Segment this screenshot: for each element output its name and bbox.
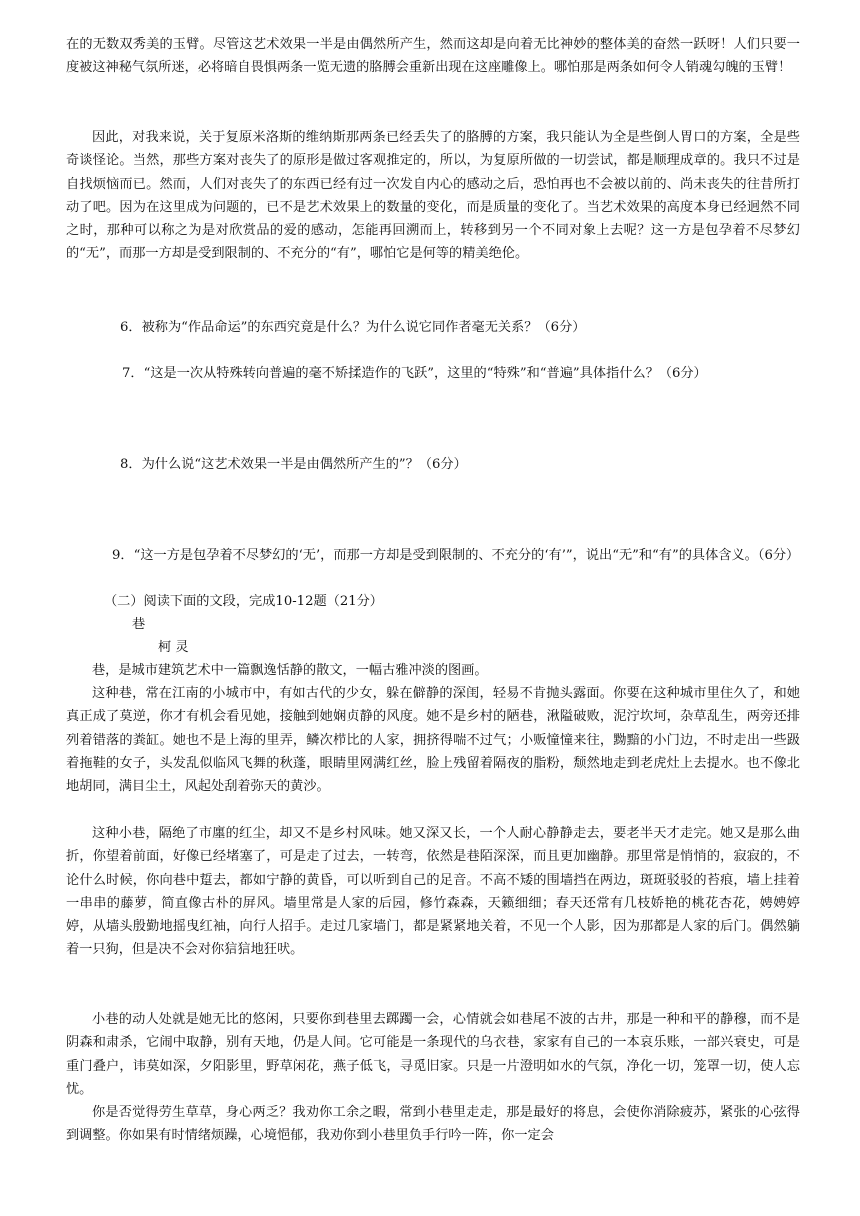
section-heading: （二）阅读下面的文段，完成10-12题（21分） xyxy=(104,594,383,609)
question-9: 9．“这一方是包孕着不尽梦幻的‘无’，而那一方却是受到限制的、不充分的‘有’”，说出“无”和“有”的具体含义。（6分） xyxy=(112,548,800,563)
question-7: 7．“这是一次从特殊转向普遍的毫不矫揉造作的飞跃”，这里的“特殊”和“普遍”具体指什么？（6分） xyxy=(122,366,707,381)
essay-title: 巷 xyxy=(132,617,146,632)
passage1-paragraph-b: 因此，对我来说，关于复原米洛斯的维纳斯那两条已经丢失了的胳膊的方案，我只能认为全是些倒人胃口的方案，全是些奇谈怪论。当然，那些方案对丧失了的原形是做过客观推定的，所以，为复原所做的一切尝试，都是顺理成章的。我只不过是自找烦恼而已。然而，人们对丧失了的东西已经有过一次发自内心的感动之后，恐怕再也不会被以前的、尚未丧失的往昔所打动了吧。因为在这里成为问题的，已不是艺术效果上的数量的变化，而是质量的变化了。当艺术效果的高度本身已经迥然不同之时，那种可以称之为是对欣赏品的爱的感动，怎能再回溯而上，转移到另一个不同对象上去呢？这一方是包孕着不尽梦幻的“无”，而那一方却是受到限制的、不充分的“有”，哪怕它是何等的精美绝伦。 xyxy=(66,130,800,262)
essay-paragraph-1: 巷，是城市建筑艺术中一篇飘逸恬静的散文，一幅古雅冲淡的图画。 xyxy=(92,663,488,678)
essay-paragraph-4: 小巷的动人处就是她无比的悠闲，只要你到巷里去踯躅一会，心情就会如巷尾不波的古井，那是一种和平的静穆，而不是阴森和肃杀，它闹中取静，别有天地，仍是人间。它可能是一条现代的乌衣巷，家家有自己的一本哀乐账，一部兴衰史，可是重门叠户，讳莫如深，夕阳影里，野草闲花，燕子低飞，寻觅旧家。只是一片澄明如水的气氛，净化一切，笼罩一切，使人忘忧。 xyxy=(66,1012,800,1097)
question-6: 6．被称为“作品命运”的东西究竟是什么？为什么说它同作者毫无关系？（6分） xyxy=(120,320,586,335)
question-8: 8．为什么说“这艺术效果一半是由偶然所产生的”？（6分） xyxy=(120,457,467,472)
essay-author: 柯 灵 xyxy=(158,640,189,655)
passage1-paragraph-a: 在的无数双秀美的玉臂。尽管这艺术效果一半是由偶然所产生，然而这却是向着无比神妙的整体美的奋然一跃呀！人们只要一度被这神秘气氛所迷，必将暗自畏惧两条一览无遗的胳膊会重新出现在这座雕像上。哪怕那是两条如何令人销魂勾魄的玉臂！ xyxy=(66,37,800,76)
essay-paragraph-5: 你是否觉得劳生草草，身心两乏？我劝你工余之暇，常到小巷里走走，那是最好的将息，会使你消除疲苏，紧张的心弦得到调整。你如果有时情绪烦躁，心境悒郁，我劝你到小巷里负手行吟一阵，你一定会 xyxy=(66,1105,800,1144)
essay-paragraph-3: 这种小巷，隔绝了市廛的红尘，却又不是乡村风味。她又深又长，一个人耐心静静走去，要老半天才走完。她又是那么曲折，你望着前面，好像已经堵塞了，可是走了过去，一转弯，依然是巷陌深深，而且更加幽静。那里常是悄悄的，寂寂的，不论什么时候，你向巷中踅去，都如宁静的黄昏，可以听到自己的足音。不高不矮的围墙挡在两边，斑斑驳驳的苔痕，墙上挂着一串串的藤萝，简直像古朴的屏风。墙里常是人家的后园，修竹森森，天籁细细；春天还常有几枝娇艳的桃花杏花，娉娉婷婷，从墙头殷勤地摇曳红袖，向行人招手。走过几家墙门，都是紧紧地关着，不见一个人影，因为那都是人家的后门。偶然躺着一只狗，但是决不会对你狺狺地狂吠。 xyxy=(66,826,800,958)
essay-paragraph-2: 这种巷，常在江南的小城市中，有如古代的少女，躲在僻静的深闺，轻易不肯抛头露面。你要在这种城市里住久了，和她真正成了莫逆，你才有机会看见她，接触到她娴贞静的风度。她不是乡村的陋巷，湫隘破败，泥泞坎坷，杂草乱生，两旁还排列着错落的粪缸。她也不是上海的里弄，鳞次栉比的人家，拥挤得喘不过气；小贩憧憧来往，黝黯的小门边，不时走出一些趿着拖鞋的女子，头发乱似临风飞舞的秋蓬，眼睛里网满红丝，脸上残留着隔夜的脂粉，颓然地走到老虎灶上去提水。也不像北地胡同，满目尘土，风起处刮着弥天的黄沙。 xyxy=(66,686,800,795)
